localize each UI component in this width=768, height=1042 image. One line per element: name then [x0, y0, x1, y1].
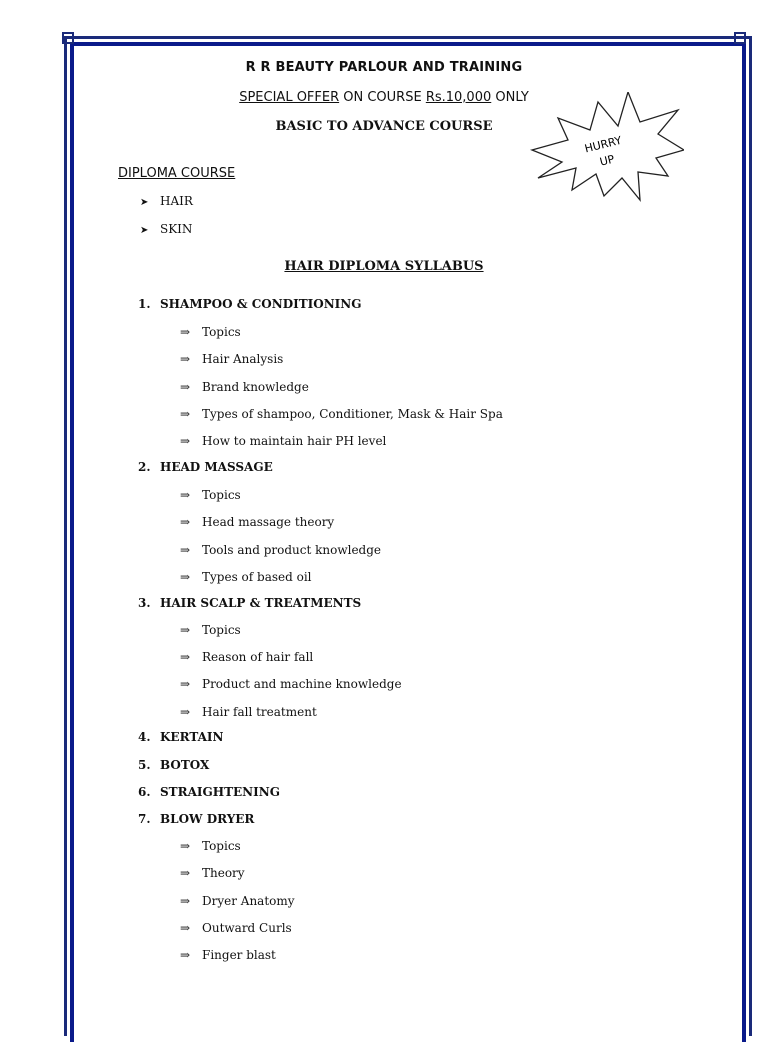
badge-line-2: UP [598, 152, 616, 169]
topic-item: ⇒ Outward Curls [180, 921, 292, 935]
syllabus-section: 2. HEAD MASSAGE [138, 460, 273, 474]
topic-item: ⇒ Brand knowledge [180, 380, 309, 394]
implies-arrow-icon: ⇒ [180, 488, 191, 502]
diploma-item: ➤ HAIR [140, 194, 193, 208]
implies-arrow-icon: ⇒ [180, 650, 191, 664]
syllabus-section: 5. BOTOX [138, 758, 210, 772]
implies-arrow-icon: ⇒ [180, 434, 191, 448]
corner-ornament-right [734, 32, 746, 44]
topic-item: ⇒ Hair fall treatment [180, 705, 317, 719]
topic-item: ⇒ Types of shampoo, Conditioner, Mask & Hair Spa [180, 407, 503, 421]
topic-item: ⇒ Hair Analysis [180, 352, 284, 366]
implies-arrow-icon: ⇒ [180, 894, 191, 908]
implies-arrow-icon: ⇒ [180, 352, 191, 366]
implies-arrow-icon: ⇒ [180, 380, 191, 394]
implies-arrow-icon: ⇒ [180, 623, 191, 637]
topic-item: ⇒ Theory [180, 866, 245, 880]
corner-ornament-left [62, 32, 74, 44]
topic-item: ⇒ How to maintain hair PH level [180, 434, 387, 448]
implies-arrow-icon: ⇒ [180, 866, 191, 880]
topic-item: ⇒ Reason of hair fall [180, 650, 314, 664]
syllabus-heading: HAIR DIPLOMA SYLLABUS [284, 259, 484, 274]
diploma-heading: DIPLOMA COURSE [118, 166, 236, 181]
topic-item: ⇒ Tools and product knowledge [180, 543, 382, 557]
topic-item: ⇒ Finger blast [180, 948, 276, 962]
syllabus-section: 4. KERTAIN [138, 730, 224, 744]
implies-arrow-icon: ⇒ [180, 407, 191, 421]
syllabus-section: 1. SHAMPOO & CONDITIONING [138, 297, 362, 311]
hurry-up-starburst [528, 92, 684, 206]
syllabus-section: 3. HAIR SCALP & TREATMENTS [138, 596, 362, 610]
implies-arrow-icon: ⇒ [180, 570, 191, 584]
offer-suffix: ONLY [491, 90, 529, 105]
topic-item: ⇒ Dryer Anatomy [180, 894, 295, 908]
topic-item: ⇒ Topics [180, 488, 241, 502]
topic-item: ⇒ Topics [180, 623, 241, 637]
syllabus-section: 6. STRAIGHTENING [138, 785, 280, 799]
implies-arrow-icon: ⇒ [180, 543, 191, 557]
badge-line-1: HURRY [583, 133, 623, 156]
implies-arrow-icon: ⇒ [180, 677, 191, 691]
topic-item: ⇒ Types of based oil [180, 570, 312, 584]
implies-arrow-icon: ⇒ [180, 325, 191, 339]
course-subtitle: BASIC TO ADVANCE COURSE [275, 119, 493, 134]
implies-arrow-icon: ⇒ [180, 839, 191, 853]
topic-item: ⇒ Topics [180, 839, 241, 853]
topic-item: ⇒ Topics [180, 325, 241, 339]
implies-arrow-icon: ⇒ [180, 948, 191, 962]
topic-item: ⇒ Head massage theory [180, 515, 335, 529]
diploma-item: ➤ SKIN [140, 222, 193, 236]
offer-middle: ON COURSE [339, 90, 426, 105]
implies-arrow-icon: ⇒ [180, 515, 191, 529]
arrowhead-bullet-icon: ➤ [140, 197, 149, 208]
offer-price: Rs.10,000 [425, 90, 492, 105]
implies-arrow-icon: ⇒ [180, 921, 191, 935]
arrowhead-bullet-icon: ➤ [140, 225, 149, 236]
offer-prefix: SPECIAL OFFER [239, 90, 340, 105]
implies-arrow-icon: ⇒ [180, 705, 191, 719]
document-title: R R BEAUTY PARLOUR AND TRAINING [245, 60, 523, 75]
syllabus-section: 7. BLOW DRYER [138, 812, 255, 826]
topic-item: ⇒ Product and machine knowledge [180, 677, 402, 691]
